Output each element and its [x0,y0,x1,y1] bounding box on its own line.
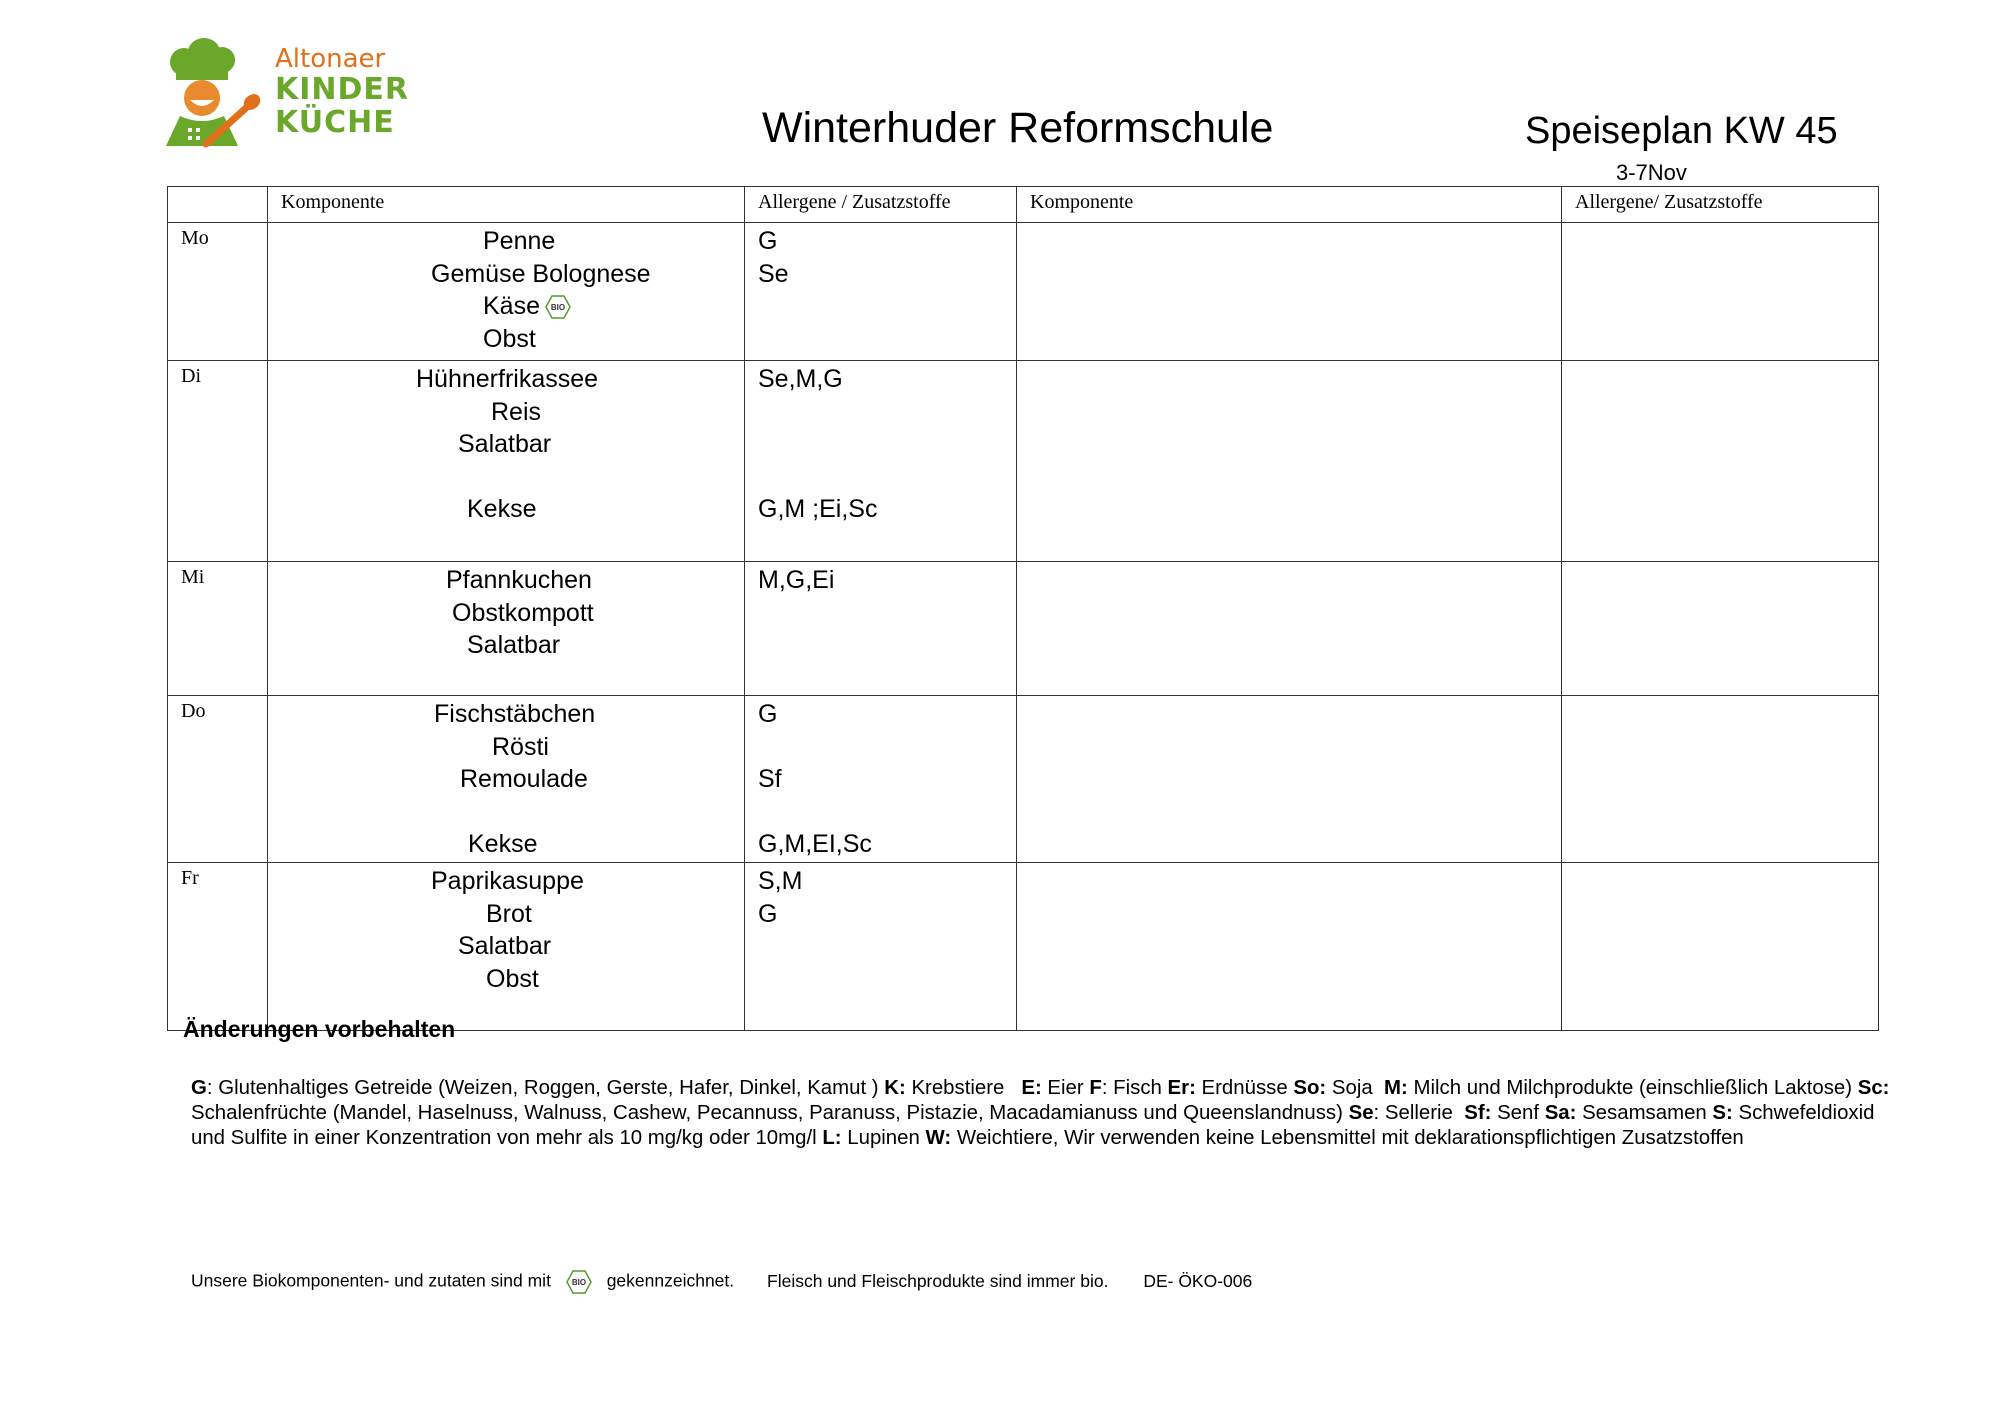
legend-key: E: [1021,1077,1042,1099]
component-item [268,898,744,931]
legend-key: M: [1384,1077,1408,1099]
header-day [168,187,268,223]
changes-note: Änderungen vorbehalten [183,1016,456,1042]
component-item [268,698,744,731]
component-cell [268,863,745,1031]
allergen-codes: Sf [758,765,782,793]
component-item [268,731,744,764]
allergen-cell-2 [1562,562,1879,696]
allergen-cell-2 [1562,863,1879,1031]
allergen-cell [745,361,1017,562]
header-allergens: Allergene / Zusatzstoffe [745,187,1017,223]
svg-text:BIO: BIO [571,1278,586,1287]
allergen-codes: Se,M,G [758,365,843,393]
day-label: Do [168,696,268,863]
menu-row [168,863,1879,1031]
footer-bio-text-2: gekennzeichnet. [606,1270,735,1291]
component-item [268,461,744,494]
allergen-codes [745,396,1016,429]
allergen-codes: G [758,899,778,928]
legend-key: Sc: [1857,1077,1890,1099]
allergen-codes [745,963,1016,996]
component-item [268,323,744,356]
menu-row [168,696,1879,863]
allergen-codes: M,G,Ei [758,566,835,594]
header-component-2: Komponente [1017,187,1562,223]
allergen-codes: G,M,EI,Sc [758,830,872,858]
bio-seal-icon [566,1270,592,1294]
allergen-codes [745,597,1016,630]
component-cell-2 [1017,223,1562,361]
footer [191,1270,1252,1294]
footer-eco-code: DE- ÖKO-006 [1143,1270,1253,1291]
component-cell [268,223,745,361]
legend-key: Sa: [1544,1102,1577,1124]
legend-text: Lupinen [841,1127,926,1149]
component-cell-2 [1017,562,1562,696]
component-item [268,629,744,662]
menu-row [168,223,1879,361]
legend-text: Krebstiere [905,1077,1022,1099]
legend-text: Milch und Milchprodukte (einschließlich Laktose) [1407,1077,1858,1099]
component-item [268,493,744,526]
allergen-cell-2 [1562,696,1879,863]
component-label: Remoulade [460,765,588,793]
legend-separator: : [1101,1077,1108,1099]
component-label: Salatbar [458,430,552,458]
legend-text: Schwefeldioxid und Sulfite in einer Konzentration von mehr als 10 mg/kg oder 10mg/l [191,1102,1881,1149]
menu-row [168,361,1879,562]
day-label: Di [168,361,268,562]
allergen-cell [745,696,1017,863]
logo-line-altonaer: Altonaer [275,44,386,74]
legend-separator: : [1373,1102,1380,1124]
legend-key: G [191,1077,207,1099]
legend-key: So: [1293,1077,1327,1099]
allergen-cell-2 [1562,223,1879,361]
component-item [268,225,744,258]
component-label: Reis [491,397,542,426]
legend-key: F [1089,1077,1102,1099]
legend-text: Weichtiere, Wir verwenden keine Lebensmittel mit deklarationspflichtigen Zusatzstoffen [951,1127,1744,1149]
legend-text: Glutenhaltiges Getreide (Weizen, Roggen, Gerste, Hafer, Dinkel, Kamut ) [212,1077,885,1099]
component-label: Rösti [492,732,549,761]
legend-key: Er: [1167,1077,1196,1099]
legend-key: W: [925,1127,952,1149]
day-label: Fr [168,863,268,1031]
component-label: Kekse [467,495,537,523]
allergen-codes [745,629,1016,662]
component-label: Penne [483,227,556,255]
allergen-codes: S,M [758,867,803,895]
allergen-cell [745,562,1017,696]
legend-key: Sf: [1464,1102,1492,1124]
component-label: Brot [486,899,532,928]
menu-table [167,186,1879,1031]
legend-text: Sesamsamen [1576,1102,1713,1124]
legend-text: Soja [1326,1077,1385,1099]
legend-separator: : [206,1077,213,1099]
component-cell-2 [1017,696,1562,863]
allergen-cell [745,863,1017,1031]
menu-row [168,562,1879,696]
component-label: Kekse [468,830,538,858]
legend-text: Senf [1491,1102,1545,1124]
header-allergens-2: Allergene/ Zusatzstoffe [1562,187,1879,223]
legend-key: L: [822,1127,842,1149]
component-item [268,865,744,898]
allergen-codes: G [758,227,778,255]
component-cell [268,696,745,863]
legend-key: Se [1348,1102,1374,1124]
component-label: Pfannkuchen [446,566,592,594]
menu-body [168,223,1879,1031]
component-item [268,763,744,796]
component-item [268,363,744,396]
legend-text: Fisch [1107,1077,1168,1099]
legend-text: Schalenfrüchte (Mandel, Haselnuss, Walnuss, Cashew, Pecannuss, Paranuss, Pistazie, Macadamianuss und Queenslandnuss) [191,1077,1896,1124]
allergen-codes [745,323,1016,356]
allergen-codes [745,428,1016,461]
component-item [268,396,744,429]
allergen-cell [745,223,1017,361]
legend-key: K: [884,1077,906,1099]
component-item [268,796,744,829]
component-label: Gemüse Bolognese [431,259,651,288]
component-label: Fischstäbchen [434,700,596,728]
menu-header-row [168,187,1879,223]
component-label: Paprikasuppe [431,867,584,895]
logo-line-kueche: KÜCHE [275,105,395,140]
allergen-codes [745,930,1016,963]
component-item [268,290,744,323]
plan-dates: 3-7Nov [1616,160,1687,185]
component-item [268,597,744,630]
allergen-codes: Se [758,259,789,288]
logo-line-kinder: KINDER [275,72,410,107]
component-item [268,930,744,963]
component-label: Obstkompott [452,598,594,627]
legend-text: Sellerie [1379,1102,1465,1124]
bio-seal-icon [545,295,571,319]
component-cell-2 [1017,361,1562,562]
allergen-codes [745,461,1016,494]
component-item [268,258,744,291]
svg-text:BIO: BIO [550,303,566,313]
allergen-codes [745,796,1016,829]
allergen-cell-2 [1562,361,1879,562]
component-label: Obst [486,964,539,993]
component-label: Käse [483,292,540,320]
component-label: Salatbar [467,631,561,659]
component-cell [268,562,745,696]
component-item [268,828,744,861]
header-component: Komponente [268,187,745,223]
legend-key: S: [1712,1102,1733,1124]
component-label: Salatbar [458,932,552,960]
plan-title: Speiseplan KW 45 [1525,110,1838,152]
allergen-codes: G,M ;Ei,Sc [758,495,878,523]
allergen-legend [191,1076,1896,1151]
allergen-codes [745,731,1016,764]
school-name: Winterhuder Reformschule [762,104,1274,152]
component-cell-2 [1017,863,1562,1031]
footer-meat-note: Fleisch und Fleischprodukte sind immer bio. [767,1270,1109,1291]
allergen-codes [745,290,1016,323]
component-label: Obst [483,324,536,353]
chef-logo-icon [166,38,276,150]
legend-text: Erdnüsse [1195,1077,1294,1099]
footer-bio-text: Unsere Biokomponenten- und zutaten sind mit [191,1270,551,1291]
legend-text: Eier [1041,1077,1090,1099]
component-item [268,428,744,461]
day-label: Mo [168,223,268,361]
logo-text [275,46,409,138]
component-label: Hühnerfrikassee [416,365,599,393]
component-item [268,564,744,597]
component-cell [268,361,745,562]
allergen-codes: G [758,700,778,728]
day-label: Mi [168,562,268,696]
component-item [268,963,744,996]
